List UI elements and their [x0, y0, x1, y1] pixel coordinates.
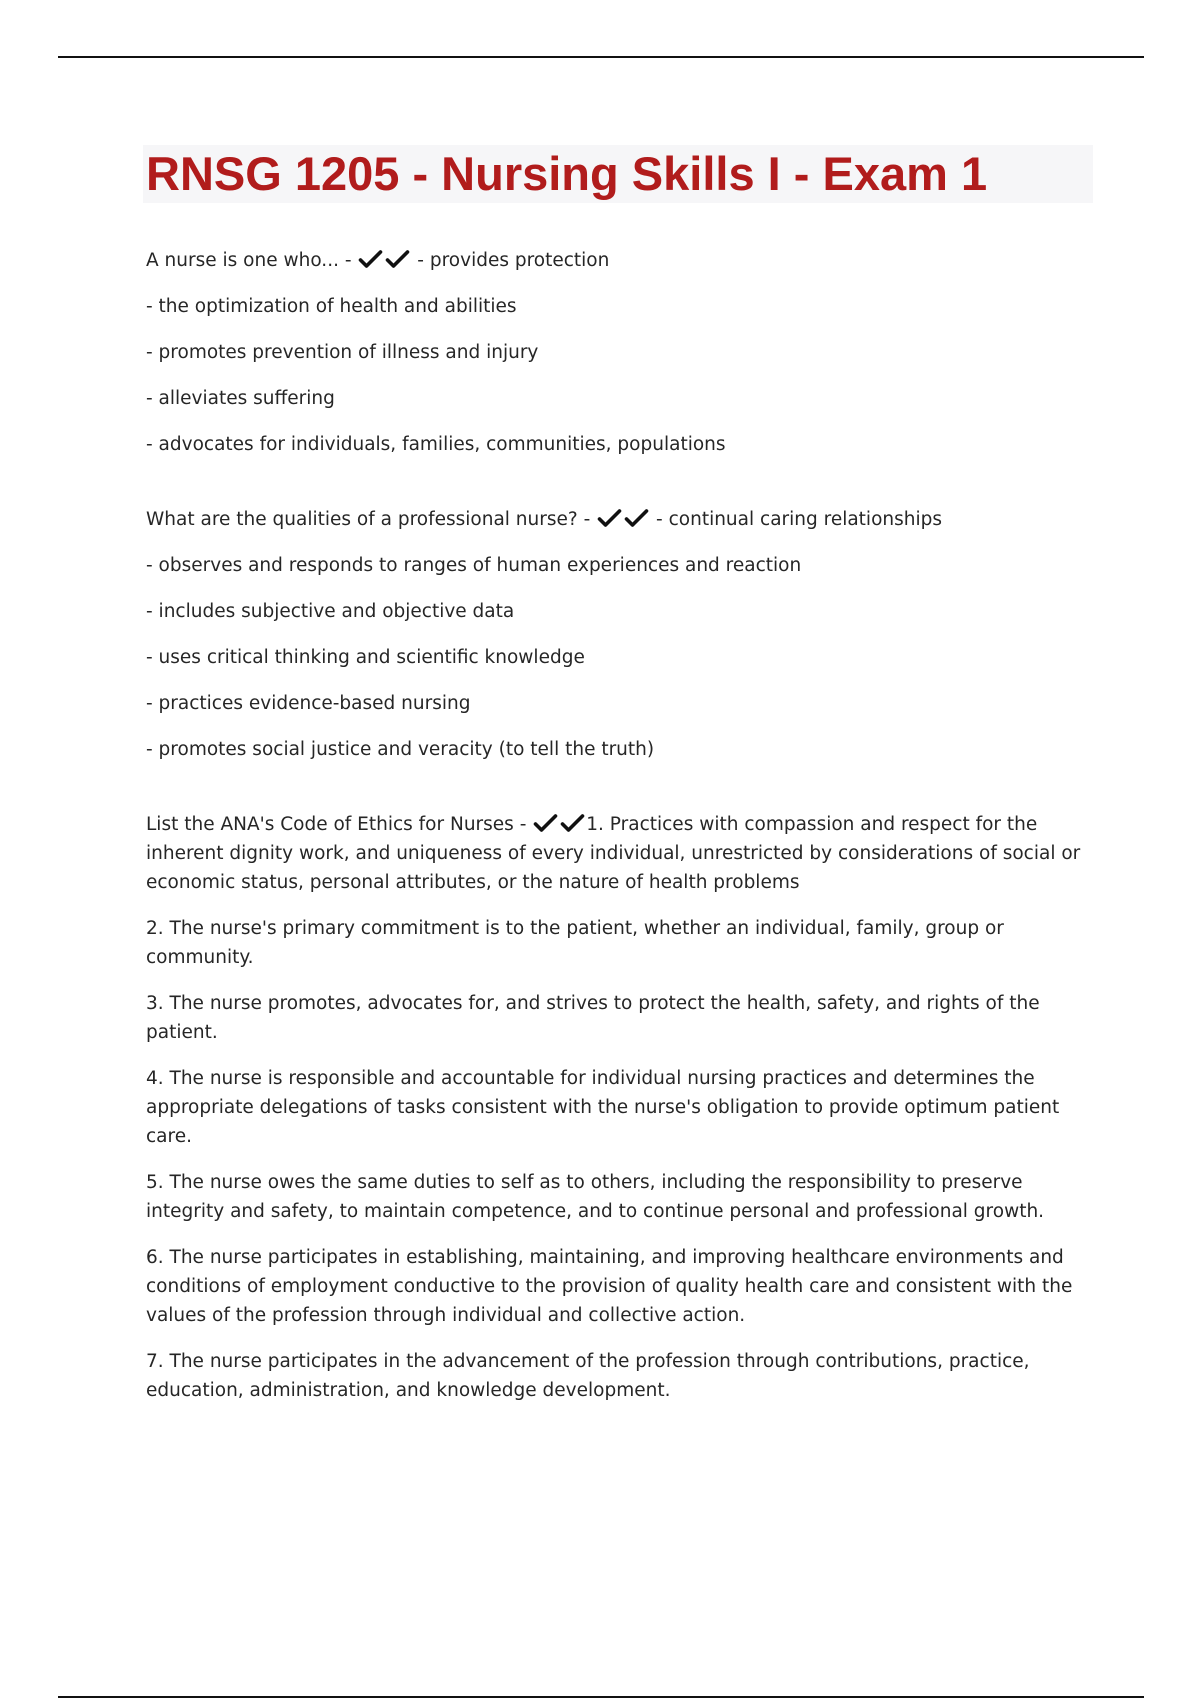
answer-line: - promotes prevention of illness and injury: [146, 342, 539, 363]
question-line: [146, 246, 1096, 275]
answer-line: - alleviates suffering: [146, 388, 335, 409]
answer-text: - continual caring relationships: [656, 509, 943, 530]
header-rule: [58, 56, 1144, 58]
ethics-provision: 7. The nurse participates in the advancement of the profession through contributions, practice, education, administration, and knowledge development.: [146, 1351, 1030, 1401]
answer-line: - advocates for individuals, families, communities, populations: [146, 434, 726, 455]
answer-text: - provides protection: [417, 250, 610, 271]
ethics-provision: 3. The nurse promotes, advocates for, and strives to protect the health, safety, and rights of the patient.: [146, 993, 1040, 1043]
question-text: A nurse is one who... -: [146, 250, 352, 271]
answer-line: - uses critical thinking and scientific knowledge: [146, 647, 585, 668]
footer-rule: [58, 1696, 1144, 1698]
question-text: What are the qualities of a professional nurse? -: [146, 509, 591, 530]
answer-line: - includes subjective and objective data: [146, 601, 515, 622]
checkmark-icon: [597, 508, 622, 528]
ethics-provision: 5. The nurse owes the same duties to self as to others, including the responsibility to preserve integrity and safety, to maintain competence, and to continue personal and professional growth.: [146, 1172, 1045, 1222]
checkmark-icon: [358, 249, 383, 269]
ethics-provision: 6. The nurse participates in establishing, maintaining, and improving healthcare environments and conditions of employment conductive to the provision of quality health care and consistent with the values of the profession through individual and collective action.: [146, 1247, 1073, 1326]
qa-block: [146, 810, 1096, 1405]
answer-line: - observes and responds to ranges of human experiences and reaction: [146, 555, 802, 576]
answer-text: 1. Practices with compassion and respect for the inherent dignity work, and uniqueness of every individual, unrestricted by considerations of social or economic status, personal attributes, or the nature of health problems: [146, 814, 1081, 893]
ethics-provision: 2. The nurse's primary commitment is to the patient, whether an individual, family, group or community.: [146, 918, 1004, 968]
answer-line: - the optimization of health and abilities: [146, 296, 517, 317]
document-body: [146, 246, 1096, 1422]
question-text: List the ANA's Code of Ethics for Nurses -: [146, 814, 527, 835]
checkmark-icon: [560, 813, 585, 833]
checkmark-icon: [533, 813, 558, 833]
question-line: [146, 810, 1096, 897]
document-title: RNSG 1205 - Nursing Skills I - Exam 1: [146, 147, 988, 200]
answer-line: - promotes social justice and veracity (to tell the truth): [146, 739, 655, 760]
ethics-provision: 4. The nurse is responsible and accountable for individual nursing practices and determines the appropriate delegations of tasks consistent with the nurse's obligation to provide optimum patient care.: [146, 1068, 1060, 1147]
qa-block: [146, 246, 1096, 459]
checkmark-icon: [385, 249, 410, 269]
question-line: [146, 505, 1096, 534]
qa-block: [146, 505, 1096, 764]
answer-line: - practices evidence-based nursing: [146, 693, 471, 714]
checkmark-icon: [624, 508, 649, 528]
